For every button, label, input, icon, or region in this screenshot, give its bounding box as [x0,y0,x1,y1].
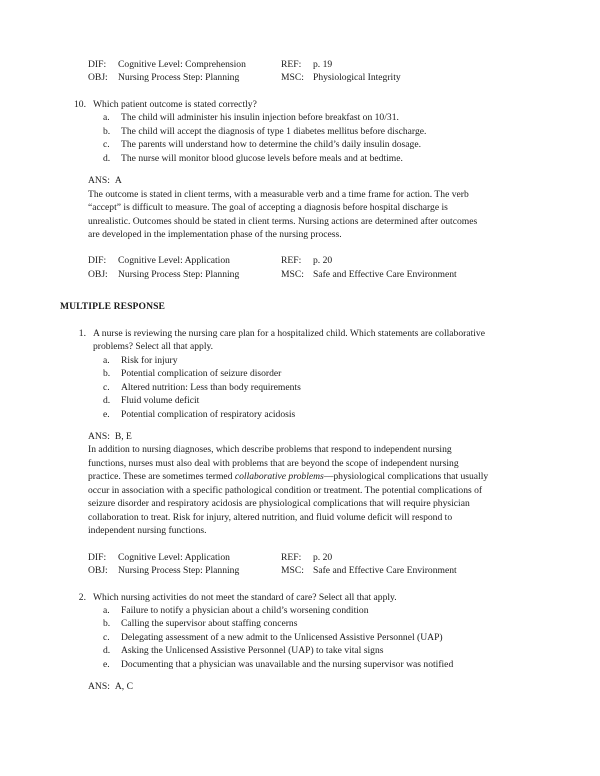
choice-text: Documenting that a physician was unavailable and the nursing supervisor was notified [121,658,454,670]
choice-letter: d. [103,395,111,407]
msc-value: Physiological Integrity [313,72,401,84]
question-number: 10. [74,98,86,110]
dif-label: DIF: [88,551,107,563]
choice-letter: d. [103,645,111,657]
choice-a[interactable] [60,354,490,367]
rationale-text-part-2: —physiological complications that usually occur in association with a specific pathological condition or treatment. The potential complications of seizure disorder and respiratory acidosis are physiological complications that will require physician collaboration to treat. Risk for injury, altered nutrition, and fluid volume deficit will respond to independent nursing functions. [88,471,489,537]
choice-letter: b. [103,618,111,630]
choice-letter: b. [103,125,111,137]
answer-label: ANS: [88,175,110,187]
obj-label: OBJ: [88,72,108,84]
metadata-row-dif-ref [88,551,490,564]
dif-label: DIF: [88,255,107,267]
rationale-italic-term: collaborative problems [234,471,324,483]
msc-label: MSC: [281,268,304,280]
choice-text: Risk for injury [121,354,178,366]
choice-text: The child will administer his insulin injection before breakfast on 10/31. [121,112,399,124]
metadata-row-obj-msc [88,268,490,281]
choice-letter: e. [103,408,110,420]
metadata-row-dif-ref [88,254,490,267]
choice-letter: a. [103,112,110,124]
obj-value: Nursing Process Step: Planning [118,72,240,84]
answer-label: ANS: [88,681,110,693]
spacer [60,421,490,430]
choice-text: Asking the Unlicensed Assistive Personnel (UAP) to take vital signs [121,645,384,657]
choice-b[interactable] [60,367,490,380]
choice-text: Potential complication of seizure disorder [121,368,282,380]
choices-question-2 [60,604,490,671]
choice-b[interactable] [60,617,490,630]
obj-value: Nursing Process Step: Planning [118,565,240,577]
ref-label: REF: [281,255,302,267]
dif-value: Cognitive Level: Comprehension [118,59,246,70]
answer-line-question-2 [88,680,490,693]
dif-value: Cognitive Level: Application [118,551,230,563]
rationale-question-10: The outcome is stated in client terms, with a measurable verb and a time frame for action. The verb “accept” is difficult to measure. The goal of accepting a diagnosis before hospital discharge is unrealistic. Outcomes should be stated in client terms. Nursing actions are determined after outcomes are developed in the implementation phase of the nursing process. [88,188,478,240]
question-stem: Which patient outcome is stated correctly? [93,98,257,110]
spacer [60,85,490,98]
msc-label: MSC: [281,72,304,84]
choice-a[interactable] [60,604,490,617]
metadata-block-question-1 [88,551,490,578]
msc-label: MSC: [281,565,304,577]
obj-value: Nursing Process Step: Planning [118,268,240,280]
choice-e[interactable] [60,408,490,421]
choice-c[interactable] [60,138,490,151]
choice-a[interactable] [60,111,490,124]
obj-label: OBJ: [88,268,108,280]
metadata-block-question-10 [88,254,490,281]
answer-line-question-10 [88,174,490,187]
spacer [60,578,490,591]
choice-b[interactable] [60,125,490,138]
choice-letter: d. [103,152,111,164]
choice-text: The nurse will monitor blood glucose levels before meals and at bedtime. [121,152,403,164]
choice-text: The child will accept the diagnosis of type 1 diabetes mellitus before discharge. [121,125,427,137]
rationale-question-1 [88,443,490,537]
ref-label: REF: [281,59,302,70]
spacer [60,241,490,254]
choice-letter: a. [103,604,110,616]
ref-value: p. 20 [313,551,333,563]
choice-text: Altered nutrition: Less than body requirements [121,381,301,393]
metadata-row-obj-msc [88,564,490,577]
metadata-row-obj-msc [88,71,490,84]
choice-d[interactable] [60,152,490,165]
choice-letter: c. [103,139,110,151]
choice-text: Calling the supervisor about staffing concerns [121,618,298,630]
msc-value: Safe and Effective Care Environment [313,565,457,577]
question-1 [60,327,490,354]
spacer [60,281,490,300]
question-number: 1. [78,327,86,339]
choice-letter: b. [103,368,111,380]
question-2 [60,591,490,604]
metadata-block-top [88,58,490,85]
answer-line-question-1 [88,430,490,443]
dif-label: DIF: [88,59,107,70]
choices-question-10 [60,111,490,165]
answer-value: B, E [114,430,132,442]
answer-value: A [114,175,122,187]
choice-text: Potential complication of respiratory acidosis [121,408,296,420]
section-heading-multiple-response: MULTIPLE RESPONSE [60,301,166,313]
choice-text: The parents will understand how to determine the child’s daily insulin dosage. [121,139,422,151]
choice-letter: e. [103,658,110,670]
ref-value: p. 19 [313,59,333,70]
ref-label: REF: [281,551,302,563]
choices-question-1 [60,354,490,421]
ref-value: p. 20 [313,255,333,267]
answer-value: A, C [114,681,133,693]
choice-letter: a. [103,354,110,366]
choice-letter: c. [103,381,110,393]
choice-d[interactable] [60,394,490,407]
page-content [60,58,490,694]
choice-c[interactable] [60,631,490,644]
choice-text: Delegating assessment of a new admit to the Unlicensed Assistive Personnel (UAP) [121,631,443,643]
spacer [60,538,490,551]
metadata-row-dif-ref [88,58,490,71]
msc-value: Safe and Effective Care Environment [313,268,457,280]
question-number: 2. [78,591,86,603]
question-stem: Which nursing activities do not meet the standard of care? Select all that apply. [93,591,397,603]
obj-label: OBJ: [88,565,108,577]
answer-label: ANS: [88,430,110,442]
spacer [60,314,490,327]
question-10 [60,98,490,111]
dif-value: Cognitive Level: Application [118,255,230,267]
spacer [60,165,490,174]
rationale-text-part-1: In addition to nursing diagnoses, which describe problems that respond to independent nursing functions, nurses must also deal with problems that are beyond the scope of independent nursing practice. These are sometimes termed [88,444,459,483]
choice-text: Fluid volume deficit [121,395,200,407]
choice-e[interactable] [60,658,490,671]
question-stem: A nurse is reviewing the nursing care plan for a hospitalized child. Which statements are collaborative problems? Select all that apply. [93,327,485,353]
spacer [60,671,490,680]
choice-text: Failure to notify a physician about a child’s worsening condition [121,604,369,616]
choice-c[interactable] [60,381,490,394]
choice-d[interactable] [60,644,490,657]
choice-letter: c. [103,631,110,643]
